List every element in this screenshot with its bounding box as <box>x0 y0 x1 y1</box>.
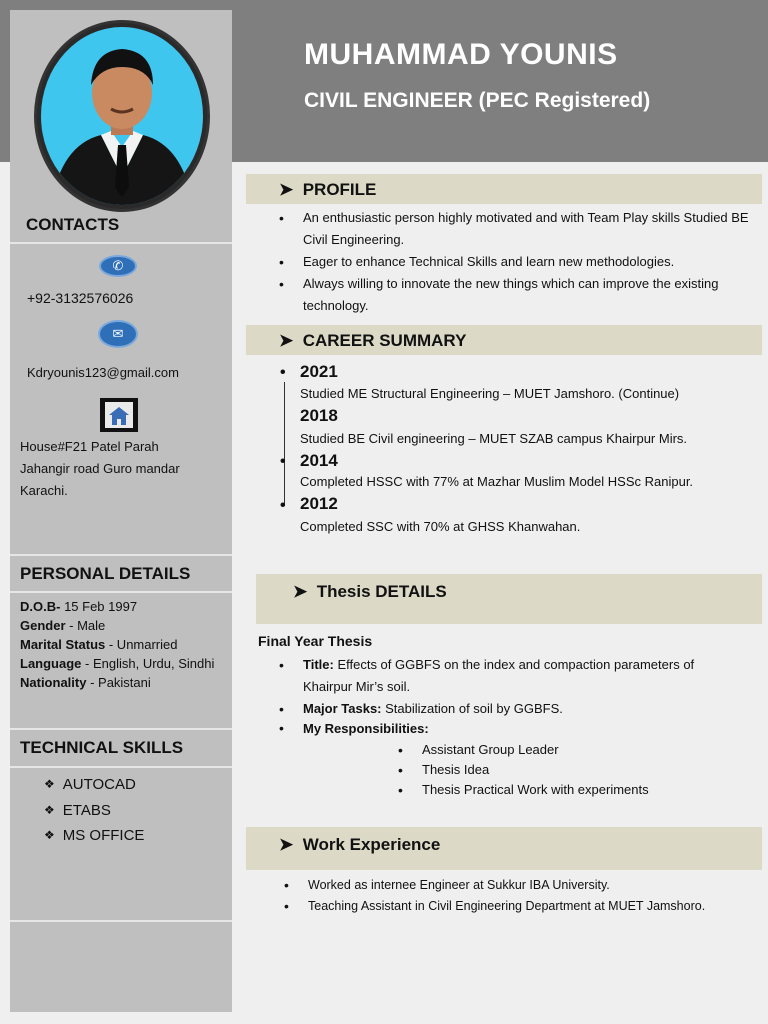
candidate-name: MUHAMMAD YOUNIS <box>304 38 618 71</box>
diamond-bullet-icon: ❖ <box>44 777 55 791</box>
career-year: 2021 <box>300 362 338 381</box>
list-item: • An enthusiastic person highly motivated and with Team Play skills Studied BE Civil Engineering. <box>275 207 755 251</box>
detail-value: - English, Urdu, Sindhi <box>81 656 215 671</box>
detail-label: Language <box>20 656 82 671</box>
career-description: Studied ME Structural Engineering – MUET Jamshoro. (Continue) <box>300 386 680 401</box>
address <box>20 436 180 502</box>
career-heading <box>279 331 466 351</box>
personal-detail-row <box>20 654 214 673</box>
thesis-heading-label: Thesis DETAILS <box>316 582 447 601</box>
phone-number: +92-3132576026 <box>27 290 134 306</box>
email-icon: ✉ <box>98 320 138 348</box>
personal-detail-row <box>20 635 214 654</box>
skills-list <box>44 772 144 849</box>
profile-photo <box>34 20 210 212</box>
career-description: Completed HSSC with 77% at Mazhar Muslim Model HSSc Ranipur. <box>300 474 694 489</box>
thesis-tasks-label: Major Tasks: <box>303 701 382 716</box>
timeline-dot-icon: • <box>280 364 286 381</box>
skill-label: MS OFFICE <box>62 827 145 844</box>
personal-detail-row <box>20 597 214 616</box>
career-description: Completed SSC with 70% at GHSS Khanwahan. <box>300 519 581 534</box>
timeline-dot-icon: • <box>280 453 286 470</box>
career-year: 2014 <box>300 451 338 470</box>
list-item: • Assistant Group Leader <box>394 740 754 760</box>
responsibilities-list <box>394 740 754 800</box>
skill-item <box>44 798 144 824</box>
sidebar-divider <box>10 554 232 556</box>
timeline-dot-icon: • <box>280 497 286 514</box>
arrow-bullet-icon: ➤ <box>293 582 308 601</box>
skill-item <box>44 823 144 849</box>
arrow-bullet-icon: ➤ <box>279 180 294 199</box>
personal-details-heading: PERSONAL DETAILS <box>20 564 191 583</box>
address-line: House#F21 Patel Parah <box>20 439 159 454</box>
work-heading <box>279 835 440 855</box>
work-list <box>280 875 750 917</box>
phone-icon: ✆ <box>99 255 137 277</box>
profile-heading <box>279 180 376 200</box>
email-address: Kdryounis123@gmail.com <box>27 365 179 380</box>
work-heading-label: Work Experience <box>302 835 441 854</box>
list-item <box>275 719 735 738</box>
technical-skills-heading: TECHNICAL SKILLS <box>20 738 184 757</box>
sidebar-divider <box>10 766 232 768</box>
candidate-title: CIVIL ENGINEER (PEC Registered) <box>304 89 651 112</box>
detail-label: Gender <box>20 618 66 633</box>
list-item: • Eager to enhance Technical Skills and learn new methodologies. <box>275 251 755 273</box>
timeline-line <box>284 382 285 506</box>
career-heading-label: CAREER SUMMARY <box>302 331 467 350</box>
list-item: • Always willing to innovate the new things which can improve the existing technology. <box>275 273 755 317</box>
list-item: • Teaching Assistant in Civil Engineering Department at MUET Jamshoro. <box>280 896 750 917</box>
detail-label: Nationality <box>20 675 87 690</box>
contacts-heading: CONTACTS <box>26 215 120 234</box>
diamond-bullet-icon: ❖ <box>44 802 55 817</box>
personal-detail-row <box>20 616 214 635</box>
career-year: 2018 <box>300 406 338 425</box>
diamond-bullet-icon: ❖ <box>44 828 55 842</box>
sidebar-divider <box>10 242 232 244</box>
profile-list <box>275 207 755 317</box>
detail-label: D.O.B- <box>20 599 61 614</box>
career-year: 2012 <box>300 494 338 513</box>
thesis-tasks-value: Stabilization of soil by GGBFS. <box>381 701 563 716</box>
skill-label: ETABS <box>62 801 111 819</box>
address-line: Karachi. <box>20 483 68 498</box>
personal-details-list <box>20 597 214 692</box>
profile-heading-label: PROFILE <box>302 180 377 199</box>
detail-value: - Pakistani <box>86 675 151 690</box>
detail-value: - Male <box>65 618 106 633</box>
sidebar-divider <box>10 728 232 730</box>
sidebar-divider <box>10 920 232 922</box>
arrow-bullet-icon: ➤ <box>279 835 294 854</box>
thesis-title-value: Effects of GGBFS on the index and compaction parameters of Khairpur Mir’s soil. <box>303 657 695 694</box>
list-item: • Thesis Practical Work with experiments <box>394 780 754 800</box>
detail-value: 15 Feb 1997 <box>60 599 138 614</box>
home-icon <box>100 398 138 432</box>
thesis-title-label: Title: <box>303 657 334 672</box>
arrow-bullet-icon: ➤ <box>279 331 294 350</box>
list-item <box>275 698 735 720</box>
thesis-heading <box>293 582 447 602</box>
career-description: Studied BE Civil engineering – MUET SZAB campus Khairpur Mirs. <box>300 431 688 446</box>
sidebar-divider <box>10 591 232 593</box>
list-item <box>275 654 735 698</box>
thesis-subheading: Final Year Thesis <box>258 633 373 649</box>
skill-label: AUTOCAD <box>62 776 136 793</box>
skill-item <box>44 772 144 798</box>
person-silhouette <box>41 27 203 205</box>
responsibilities-label-row <box>275 719 735 738</box>
thesis-list <box>275 654 735 720</box>
address-line: Jahangir road Guro mandar <box>20 461 180 476</box>
list-item: • Thesis Idea <box>394 760 754 780</box>
detail-value: - Unmarried <box>105 637 178 652</box>
list-item: • Worked as internee Engineer at Sukkur IBA University. <box>280 875 750 896</box>
responsibilities-label: My Responsibilities: <box>303 721 429 736</box>
detail-label: Marital Status <box>20 637 106 652</box>
personal-detail-row <box>20 673 214 692</box>
